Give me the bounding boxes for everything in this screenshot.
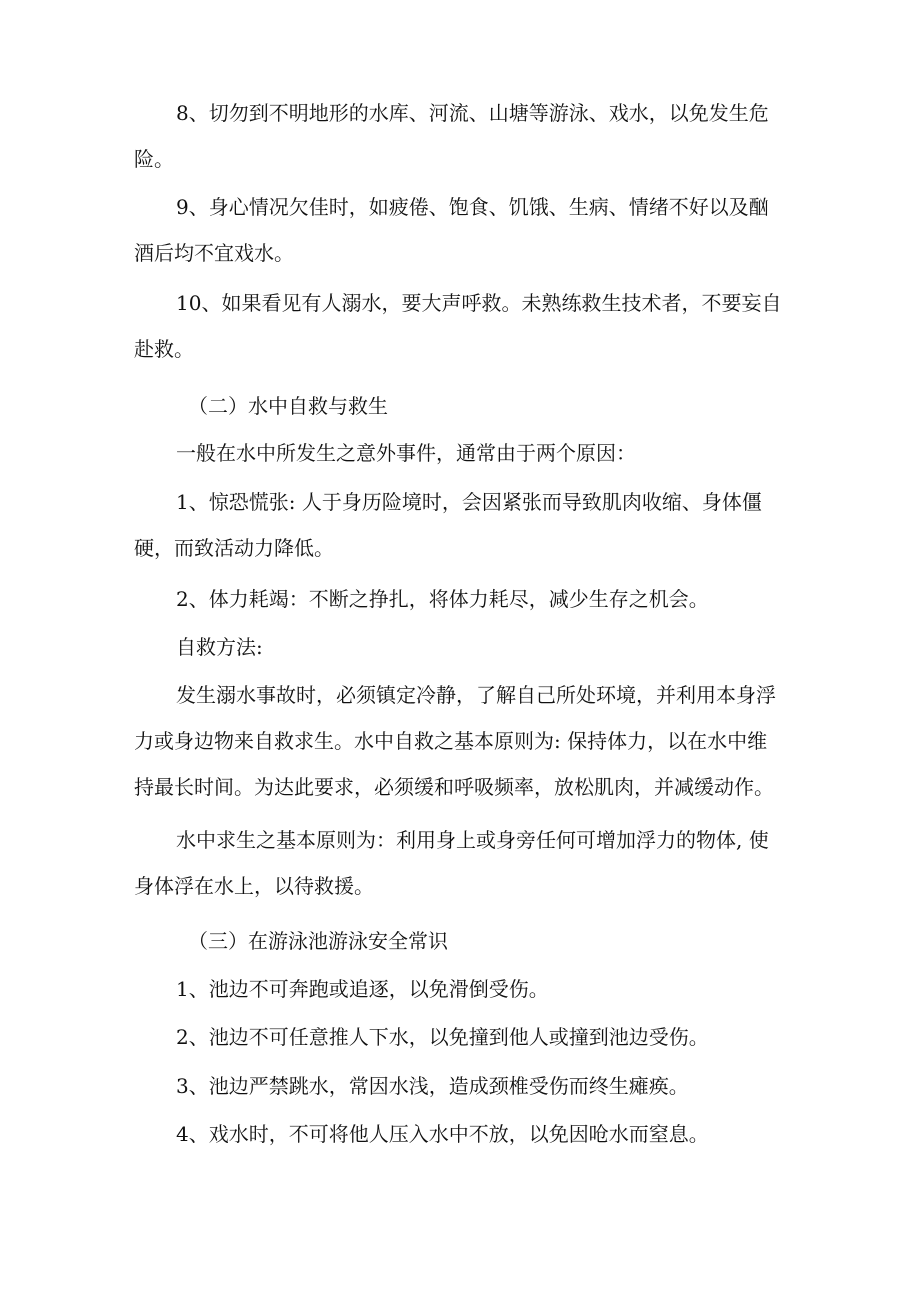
pool-rule-1: 1、池边不可奔跑或追逐，以免滑倒受伤。 bbox=[176, 977, 549, 1001]
paragraph-survival-principle: 水中求生之基本原则为：利用身上或身旁任何可增加浮力的物体, 使身体浮在水上，以待救援。 bbox=[134, 828, 769, 898]
paragraph-self-rescue-title: 自救方法: bbox=[176, 635, 263, 659]
paragraph-item-8: 8、切勿到不明地形的水库、河流、山塘等游泳、戏水，以免发生危险。 bbox=[134, 101, 769, 171]
paragraph-item-9: 9、身心情况欠佳时，如疲倦、饱食、饥饿、生病、情绪不好以及酗酒后均不宜戏水。 bbox=[134, 195, 769, 265]
section-heading-2: （二）水中自救与救生 bbox=[188, 394, 388, 418]
paragraph-intro: 一般在水中所发生之意外事件，通常由于两个原因： bbox=[176, 441, 636, 465]
pool-rule-3: 3、池边严禁跳水，常因水浅，造成颈椎受伤而终生瘫痪。 bbox=[176, 1074, 689, 1098]
pool-rule-4: 4、戏水时，不可将他人压入水中不放，以免因呛水而窒息。 bbox=[176, 1122, 709, 1146]
paragraph-reason-2: 2、体力耗竭：不断之挣扎，将体力耗尽，减少生存之机会。 bbox=[176, 587, 709, 611]
pool-rule-2: 2、池边不可任意推人下水，以免撞到他人或撞到池边受伤。 bbox=[176, 1025, 709, 1049]
paragraph-self-rescue-body: 发生溺水事故时，必须镇定冷静，了解自己所处环境，并利用本身浮力或身边物来自救求生。水中自救之基本原则为: 保持体力，以在水中维持最长时间。为达此要求，必须缓和呼吸频率，放松肌肉，并减缓动作。 bbox=[134, 683, 776, 799]
section-heading-3: （三）在游泳池游泳安全常识 bbox=[188, 929, 448, 953]
paragraph-reason-1: 1、惊恐慌张: 人于身历险境时，会因紧张而导致肌肉收缩、身体僵硬，而致活动力降低。 bbox=[134, 490, 762, 560]
paragraph-item-10: 10、如果看见有人溺水，要大声呼救。未熟练救生技术者，不要妄自赴救。 bbox=[134, 291, 782, 361]
